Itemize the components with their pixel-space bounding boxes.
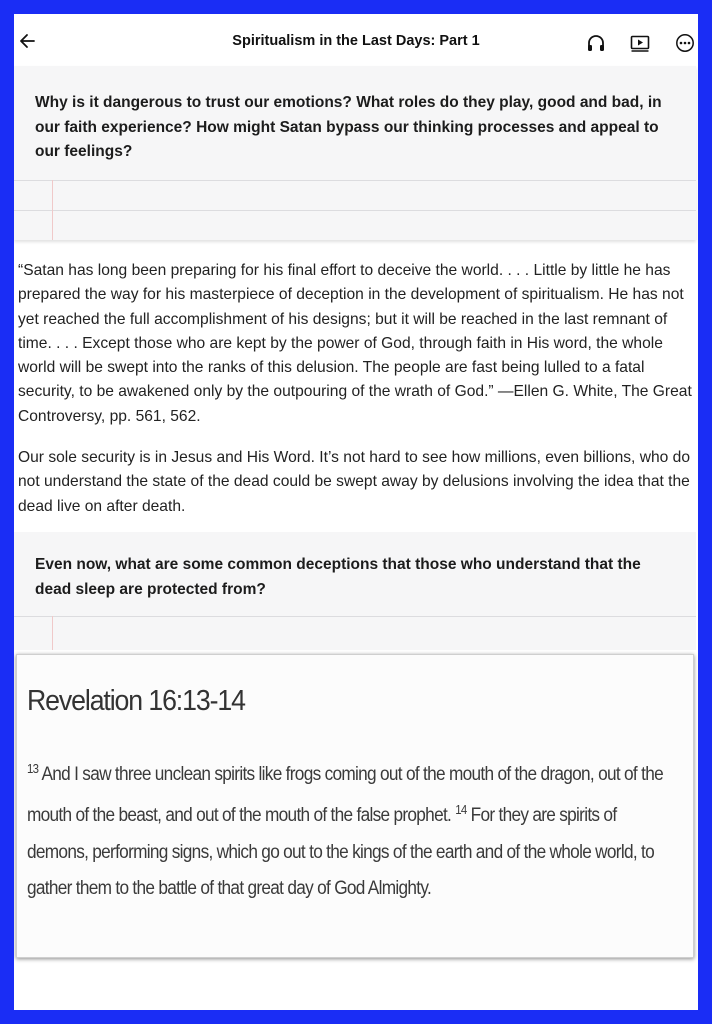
video-button[interactable] bbox=[628, 31, 652, 55]
verse-text bbox=[27, 751, 676, 907]
play-video-icon bbox=[630, 33, 650, 53]
notes-input-area-2[interactable] bbox=[14, 616, 696, 650]
arrow-left-icon bbox=[19, 33, 35, 49]
more-options-button[interactable] bbox=[673, 31, 697, 55]
verse-number-13: 13 bbox=[27, 761, 39, 776]
bible-verse-card[interactable] bbox=[16, 654, 694, 958]
back-button[interactable] bbox=[16, 30, 38, 52]
verse-14-text: For they are spirits of demons, performing signs, which go out to the kings of the earth and of the whole world, to gather them to the battle of that great day of God Almighty. bbox=[27, 804, 654, 900]
verse-13-text: And I saw three unclean spirits like frogs coming out of the mouth of the dragon, out of the mouth of the beast, and out of the mouth of the false prophet. bbox=[27, 763, 663, 827]
audio-button[interactable] bbox=[584, 31, 608, 55]
app-screen bbox=[14, 14, 698, 1010]
question-text: Even now, what are some common deceptions that those who understand that the dead sleep are protected from? bbox=[35, 556, 641, 598]
page-title: Spiritualism in the Last Days: Part 1 bbox=[232, 33, 480, 49]
top-bar bbox=[14, 14, 698, 66]
verse-number-14: 14 bbox=[455, 802, 467, 818]
headphones-icon bbox=[586, 33, 606, 53]
commentary-paragraph: Our sole security is in Jesus and His Word. It’s not hard to see how millions, even billions, who do not understand the state of the dead could be swept away by delusions involving the idea that the dead live on after death. bbox=[18, 449, 691, 515]
more-options-icon bbox=[675, 33, 695, 53]
notes-input-area-1[interactable] bbox=[14, 128, 696, 240]
quote-paragraph: “Satan has long been preparing for his final effort to deceive the world. . . . Little by little he has prepared the way for his masterpiece of deception in the development of spiritualism. He has not yet reached the full accomplishment of his designs; but it will be reached in the last remnant of time. . . . Except those who are kept by the power of God, through faith in His word, the whole world will be swept into the ranks of this delusion. The people are fast being lulled to a fatal security, to be awakened only by the outpouring of the wrath of God.” —Ellen G. White, The Great Controversy, pp. 561, 562. bbox=[18, 262, 692, 425]
question-text: Why is it dangerous to trust our emotions? What roles do they play, good and bad, in our faith experience? How might Satan bypass our thinking processes and appeal to our feelings? bbox=[35, 94, 662, 160]
verse-reference: Revelation 16:13-14 bbox=[27, 685, 245, 717]
